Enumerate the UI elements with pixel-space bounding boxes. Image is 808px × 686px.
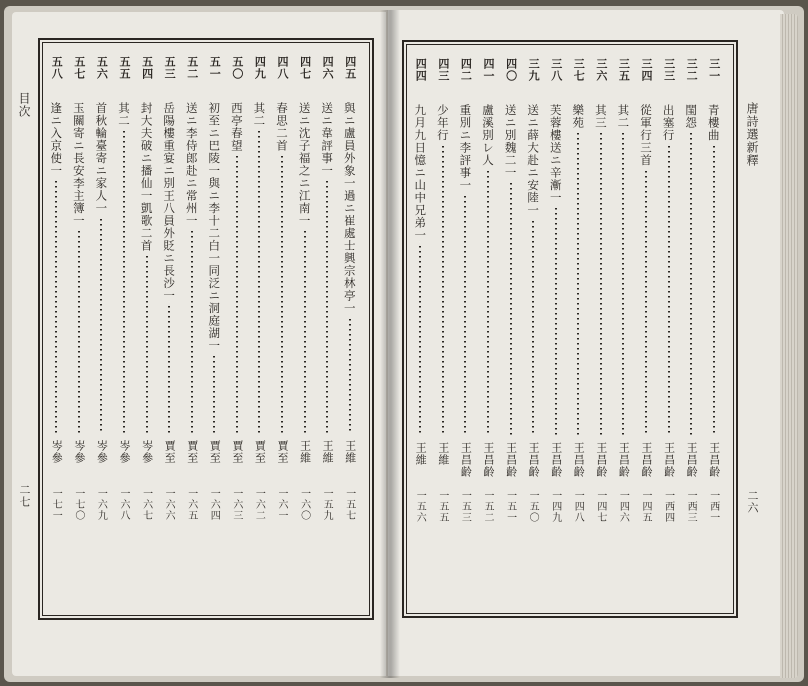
entry-title: 封大夫破ニ播仙一凱歌二首 bbox=[139, 102, 154, 252]
toc-entry bbox=[591, 50, 613, 606]
entry-number: 四五 bbox=[343, 56, 357, 80]
leader-dots bbox=[191, 231, 193, 434]
entry-number: 四二 bbox=[459, 58, 473, 82]
entry-number: 五八 bbox=[50, 56, 64, 80]
entry-title: 送ニ薛大赴ニ安陸一 bbox=[526, 104, 541, 217]
entry-page-number: 一五〇 bbox=[527, 490, 539, 523]
entry-page-number: 一六五 bbox=[185, 488, 197, 521]
leader-dots bbox=[487, 171, 489, 437]
toc-columns-right bbox=[410, 50, 726, 606]
entry-page-number: 一六九 bbox=[95, 488, 107, 521]
folio-left: 二七 bbox=[18, 484, 31, 508]
toc-entry bbox=[410, 50, 432, 606]
toc-entry bbox=[523, 50, 545, 606]
entry-author: 王維 bbox=[321, 440, 335, 464]
entry-author: 王昌齡 bbox=[504, 442, 518, 478]
entry-title: 送ニ別魏二一 bbox=[503, 104, 518, 179]
leader-dots bbox=[123, 131, 125, 434]
entry-page-number: 一五二 bbox=[482, 490, 493, 523]
entry-number: 四四 bbox=[414, 58, 428, 82]
toc-entry bbox=[137, 48, 159, 604]
entry-title: 送ニ李侍郎赴ニ常州一 bbox=[184, 102, 199, 227]
leader-dots bbox=[622, 133, 624, 436]
entry-title: 初至ニ巴陵一與ニ李十二白一同泛ニ洞庭湖一 bbox=[207, 102, 222, 352]
toc-entry bbox=[613, 50, 635, 606]
entry-number: 三七 bbox=[572, 58, 586, 82]
entry-number: 五七 bbox=[72, 56, 86, 80]
entry-page-number: 一六二 bbox=[253, 488, 265, 521]
entry-number: 五三 bbox=[163, 56, 177, 80]
entry-title: 從軍行三首 bbox=[639, 104, 653, 167]
entry-page-number: 一五六 bbox=[414, 490, 426, 523]
entry-number: 四八 bbox=[276, 56, 289, 80]
entry-author: 王昌齡 bbox=[640, 442, 653, 478]
leader-dots bbox=[100, 219, 102, 435]
entry-author: 王昌齡 bbox=[617, 442, 631, 478]
toc-entry bbox=[159, 48, 181, 604]
toc-entry bbox=[659, 50, 681, 606]
toc-entry bbox=[681, 50, 703, 606]
toc-entry bbox=[317, 48, 339, 604]
entry-title: 岳陽樓重宴ニ別王八員外貶ニ長沙一 bbox=[162, 102, 177, 302]
entry-number: 五五 bbox=[118, 56, 131, 80]
entry-title: 其二 bbox=[117, 102, 131, 127]
entry-number: 五六 bbox=[95, 56, 109, 80]
toc-entry bbox=[46, 48, 68, 604]
toc-entry bbox=[546, 50, 568, 606]
entry-number: 四七 bbox=[298, 56, 312, 80]
leader-dots bbox=[464, 196, 466, 437]
leader-dots bbox=[442, 146, 444, 437]
entry-number: 三四 bbox=[640, 58, 653, 82]
entry-title: 送ニ沈子福之ニ江南一 bbox=[297, 102, 312, 227]
toc-entry bbox=[114, 48, 136, 604]
toc-entry bbox=[227, 48, 249, 604]
entry-author: 王昌齡 bbox=[594, 442, 608, 478]
entry-author: 王維 bbox=[298, 440, 312, 464]
open-book bbox=[4, 6, 804, 682]
leader-dots bbox=[713, 146, 715, 437]
leader-dots bbox=[690, 133, 692, 436]
entry-title: 其二 bbox=[252, 102, 267, 127]
entry-page-number: 一五一 bbox=[504, 490, 516, 523]
entry-number: 四九 bbox=[253, 56, 267, 80]
leader-dots bbox=[304, 231, 306, 434]
entry-page-number: 一六六 bbox=[163, 488, 175, 521]
page-edges bbox=[780, 14, 798, 678]
entry-page-number: 一西一 bbox=[707, 490, 719, 523]
entry-page-number: 一六〇 bbox=[298, 488, 310, 521]
entry-title: 首秋輪臺寄ニ家人一 bbox=[94, 102, 109, 215]
entry-title: 春思二首 bbox=[275, 102, 289, 152]
entry-title: 九月九日憶ニ山中兄弟一 bbox=[413, 104, 428, 242]
entry-author: 王維 bbox=[343, 440, 357, 464]
entry-page-number: 一四八 bbox=[572, 490, 584, 523]
toc-entry bbox=[182, 48, 204, 604]
entry-page-number: 一五五 bbox=[436, 490, 448, 523]
leader-dots bbox=[668, 146, 670, 437]
entry-title: 其二 bbox=[616, 104, 631, 129]
toc-frame-right bbox=[402, 40, 738, 618]
entry-number: 五一 bbox=[208, 56, 222, 80]
toc-entry bbox=[249, 48, 271, 604]
toc-entry bbox=[69, 48, 91, 604]
leader-dots bbox=[236, 156, 238, 434]
entry-author: 岑參 bbox=[72, 440, 86, 464]
toc-frame-left bbox=[38, 38, 374, 620]
leader-dots bbox=[146, 256, 148, 434]
running-head-right: 唐詩選新釋 bbox=[745, 102, 759, 167]
leader-dots bbox=[168, 306, 170, 434]
folio-right: 二六 bbox=[746, 490, 759, 514]
entry-author: 賈至 bbox=[185, 440, 199, 464]
entry-author: 王維 bbox=[414, 442, 428, 466]
entry-title: 出塞行 bbox=[661, 104, 676, 142]
toc-entry bbox=[295, 48, 317, 604]
leader-dots bbox=[281, 156, 283, 434]
entry-title: 重別ニ李評事一 bbox=[458, 104, 473, 192]
entry-page-number: 一西四 bbox=[662, 490, 674, 523]
toc-entry bbox=[91, 48, 113, 604]
toc-entry bbox=[204, 48, 226, 604]
entry-author: 王昌齡 bbox=[685, 442, 699, 478]
entry-title: 與ニ盧員外象一過ニ崔處士興宗林亭一 bbox=[342, 102, 357, 315]
toc-entry bbox=[433, 50, 455, 606]
entry-number: 四六 bbox=[321, 56, 335, 80]
leader-dots bbox=[577, 133, 579, 436]
entry-title: 玉關寄ニ長安李主簿一 bbox=[71, 102, 86, 227]
toc-entry bbox=[568, 50, 590, 606]
entry-number: 三六 bbox=[594, 58, 608, 82]
entry-author: 王維 bbox=[436, 442, 450, 466]
entry-title: 少年行 bbox=[435, 104, 450, 142]
entry-page-number: 一六七 bbox=[140, 488, 152, 521]
toc-columns-left bbox=[46, 48, 362, 604]
toc-entry bbox=[478, 50, 500, 606]
leader-dots bbox=[55, 181, 57, 434]
entry-page-number: 一六四 bbox=[208, 488, 220, 521]
leader-dots bbox=[326, 181, 328, 434]
toc-entry bbox=[704, 50, 726, 606]
running-head-left: 目次 bbox=[17, 92, 31, 118]
entry-number: 三九 bbox=[527, 58, 541, 82]
entry-author: 岑參 bbox=[95, 440, 109, 464]
entry-number: 四一 bbox=[482, 58, 495, 82]
entry-author: 王昌齡 bbox=[482, 442, 495, 478]
entry-page-number: 一六一 bbox=[276, 488, 287, 521]
entry-number: 三二 bbox=[685, 58, 699, 82]
leader-dots bbox=[78, 231, 80, 434]
leader-dots bbox=[349, 319, 351, 435]
entry-title: 樂苑 bbox=[571, 104, 586, 129]
entry-number: 五二 bbox=[185, 56, 199, 80]
entry-author: 王昌齡 bbox=[707, 442, 721, 478]
entry-author: 賈至 bbox=[276, 440, 289, 464]
entry-page-number: 一六三 bbox=[230, 488, 242, 521]
entry-author: 賈至 bbox=[208, 440, 222, 464]
entry-title: 其三 bbox=[593, 104, 608, 129]
entry-number: 三五 bbox=[617, 58, 631, 82]
entry-page-number: 一六八 bbox=[118, 488, 129, 521]
toc-entry bbox=[636, 50, 658, 606]
entry-author: 王昌齡 bbox=[662, 442, 676, 478]
entry-page-number: 一四六 bbox=[617, 490, 629, 523]
toc-entry bbox=[455, 50, 477, 606]
leader-dots bbox=[213, 356, 215, 434]
leader-dots bbox=[645, 171, 647, 437]
leader-dots bbox=[419, 246, 421, 437]
entry-number: 三八 bbox=[549, 58, 563, 82]
entry-title: 逢ニ入京使一 bbox=[49, 102, 64, 177]
entry-author: 岑參 bbox=[50, 440, 64, 464]
entry-page-number: 一七〇 bbox=[72, 488, 84, 521]
entry-page-number: 一七一 bbox=[50, 488, 62, 521]
entry-page-number: 一四九 bbox=[549, 490, 561, 523]
entry-author: 賈至 bbox=[230, 440, 244, 464]
entry-number: 四〇 bbox=[504, 58, 518, 82]
entry-author: 賈至 bbox=[253, 440, 267, 464]
entry-page-number: 一五三 bbox=[459, 490, 471, 523]
entry-page-number: 一五七 bbox=[343, 488, 355, 521]
entry-author: 岑參 bbox=[118, 440, 131, 464]
entry-author: 王昌齡 bbox=[549, 442, 563, 478]
entry-title: 西亭春望 bbox=[229, 102, 244, 152]
entry-number: 四三 bbox=[436, 58, 450, 82]
leader-dots bbox=[555, 208, 557, 436]
entry-author: 王昌齡 bbox=[459, 442, 473, 478]
entry-number: 五四 bbox=[140, 56, 154, 80]
leader-dots bbox=[258, 131, 260, 434]
entry-page-number: 一四七 bbox=[594, 490, 606, 523]
entry-page-number: 一西三 bbox=[685, 490, 697, 523]
entry-title: 閨怨 bbox=[684, 104, 699, 129]
book-gutter bbox=[380, 10, 400, 678]
leader-dots bbox=[510, 183, 512, 436]
entry-author: 王昌齡 bbox=[572, 442, 586, 478]
entry-number: 三三 bbox=[662, 58, 676, 82]
entry-number: 五〇 bbox=[230, 56, 244, 80]
toc-entry bbox=[272, 48, 294, 604]
entry-title: 芙蓉樓送ニ辛漸一 bbox=[548, 104, 563, 204]
entry-title: 盧溪別レ人 bbox=[481, 104, 495, 167]
entry-page-number: 一四五 bbox=[640, 490, 651, 523]
entry-title: 送ニ韋評事一 bbox=[320, 102, 335, 177]
leader-dots bbox=[532, 221, 534, 437]
entry-author: 岑參 bbox=[140, 440, 154, 464]
entry-number: 三一 bbox=[707, 58, 721, 82]
toc-entry bbox=[501, 50, 523, 606]
toc-entry bbox=[340, 48, 362, 604]
entry-author: 賈至 bbox=[163, 440, 177, 464]
entry-page-number: 一五九 bbox=[321, 488, 333, 521]
leader-dots bbox=[600, 133, 602, 436]
entry-title: 青樓曲 bbox=[706, 104, 721, 142]
entry-author: 王昌齡 bbox=[527, 442, 541, 478]
